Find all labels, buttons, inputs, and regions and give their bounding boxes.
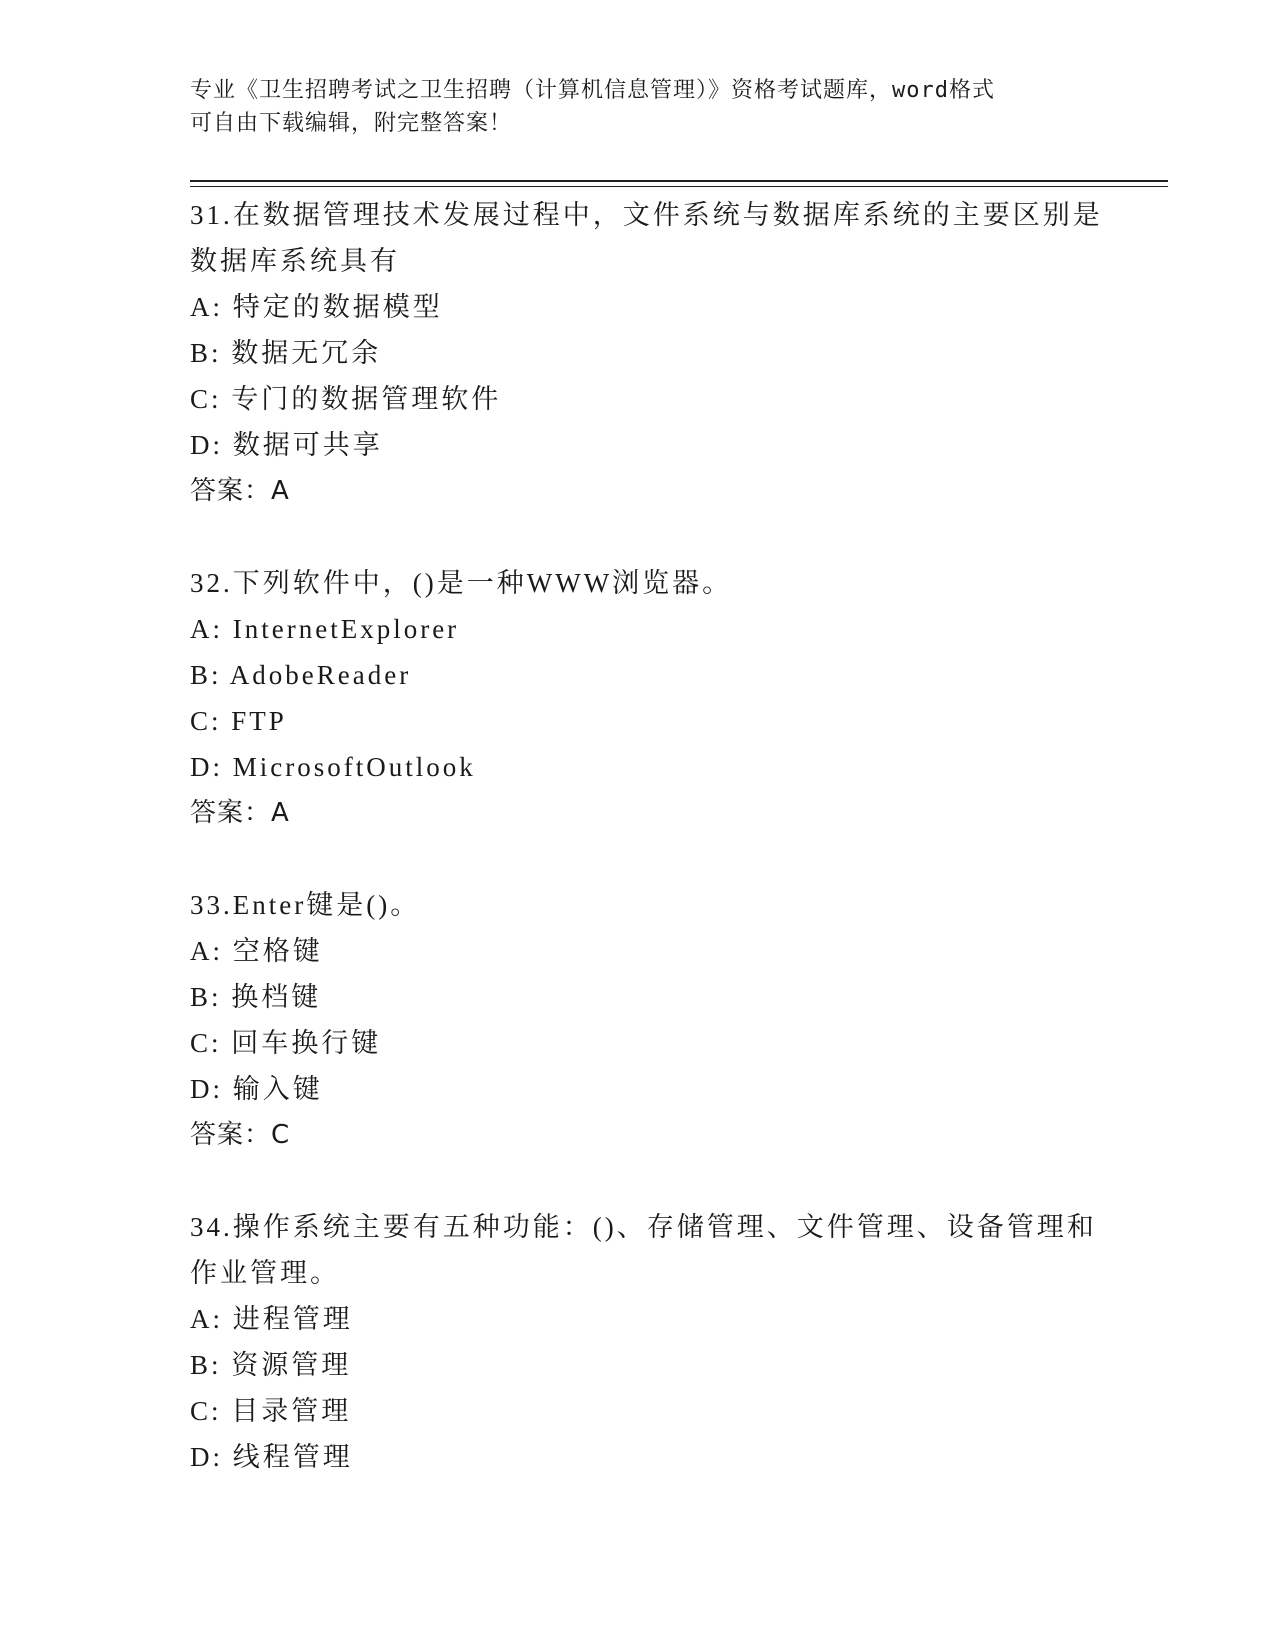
question-spacer (190, 1158, 1150, 1204)
header-divider-thick (190, 180, 1168, 182)
question-spacer (190, 836, 1150, 882)
question-stem: 作业管理。 (190, 1258, 340, 1288)
option-b: B: 数据无冗余 (190, 338, 382, 368)
question-stem: 34.操作系统主要有五种功能：()、存储管理、文件管理、设备管理和 (190, 1212, 1097, 1242)
option-b: B: AdobeReader (190, 660, 412, 690)
option-b: B: 换档键 (190, 982, 322, 1012)
question-32 (190, 560, 1150, 836)
document-header (190, 74, 1090, 140)
question-33 (190, 882, 1150, 1158)
option-a: A: InternetExplorer (190, 614, 460, 644)
option-c: C: 目录管理 (190, 1396, 352, 1426)
answer: 答案：A (190, 798, 290, 828)
question-31 (190, 192, 1150, 514)
question-stem: 33.Enter键是()。 (190, 890, 421, 920)
header-divider-thin (190, 186, 1168, 187)
option-c: C: 专门的数据管理软件 (190, 384, 502, 414)
option-a: A: 空格键 (190, 936, 323, 966)
question-list (190, 192, 1150, 1480)
header-line-1: 专业《卫生招聘考试之卫生招聘（计算机信息管理）》资格考试题库，word格式 (190, 78, 995, 103)
option-d: D: 数据可共享 (190, 430, 383, 460)
question-stem: 31.在数据管理技术发展过程中，文件系统与数据库系统的主要区别是 (190, 200, 1103, 230)
option-a: A: 进程管理 (190, 1304, 353, 1334)
question-stem: 数据库系统具有 (190, 246, 400, 276)
answer: 答案：C (190, 1120, 291, 1150)
question-stem: 32.下列软件中，()是一种WWW浏览器。 (190, 568, 733, 598)
answer: 答案：A (190, 476, 290, 506)
option-c: C: 回车换行键 (190, 1028, 382, 1058)
option-d: D: 输入键 (190, 1074, 323, 1104)
option-d: D: 线程管理 (190, 1442, 353, 1472)
option-a: A: 特定的数据模型 (190, 292, 443, 322)
option-b: B: 资源管理 (190, 1350, 352, 1380)
question-spacer (190, 514, 1150, 560)
option-c: C: FTP (190, 706, 287, 736)
option-d: D: MicrosoftOutlook (190, 752, 476, 782)
header-line-2: 可自由下载编辑，附完整答案！ (190, 111, 513, 136)
question-34 (190, 1204, 1150, 1480)
